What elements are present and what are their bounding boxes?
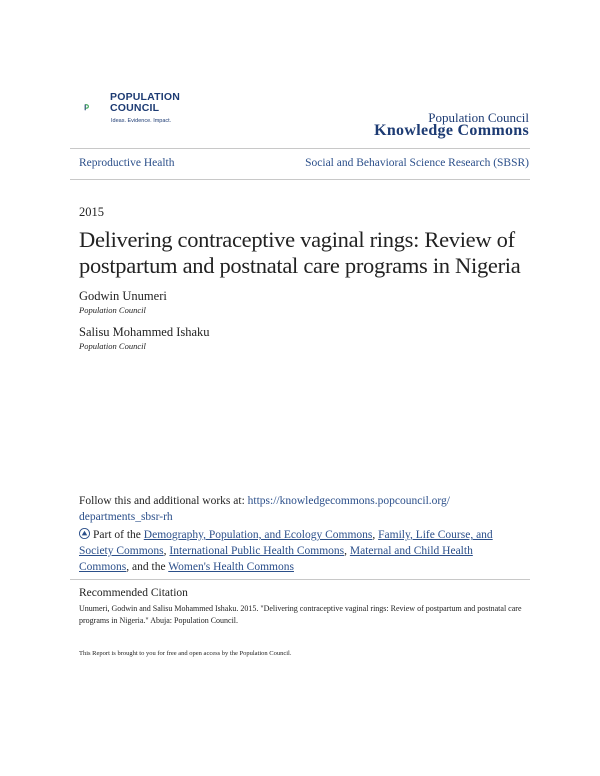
follow-works-line bbox=[79, 493, 499, 525]
population-council-logo-mark bbox=[84, 90, 108, 126]
logo-tagline: Ideas. Evidence. Impact. bbox=[111, 118, 172, 124]
citation-divider bbox=[70, 579, 530, 580]
follow-prefix: Follow this and additional works at: bbox=[79, 495, 248, 507]
collection-link-sbsr[interactable]: Social and Behavioral Science Research (SBSR) bbox=[305, 157, 529, 169]
logo-wordmark-line2: COUNCIL bbox=[110, 102, 160, 114]
author-affiliation: Population Council bbox=[79, 341, 146, 351]
commons-link-womens-health[interactable]: Women's Health Commons bbox=[168, 561, 294, 573]
commons-link-international-public-health[interactable]: International Public Health Commons bbox=[169, 545, 345, 557]
collection-url-link[interactable]: https://knowledgecommons.popcouncil.org/ departments_sbsr-rh bbox=[79, 495, 450, 523]
author-affiliation: Population Council bbox=[79, 305, 146, 315]
recommended-citation-text: Unumeri, Godwin and Salisu Mohammed Ishaku. 2015. "Delivering contraceptive vaginal rings: Review of postpartum and postnatal care programs in Nigeria." Abuja: Population Council. bbox=[79, 604, 522, 625]
network-recognition-icon bbox=[79, 528, 90, 539]
nav-divider bbox=[70, 179, 530, 180]
collection-link-reproductive-health[interactable]: Reproductive Health bbox=[79, 157, 175, 169]
part-of-prefix: Part of the bbox=[93, 529, 144, 541]
repository-org-link[interactable]: Population Council bbox=[428, 110, 529, 125]
author-name[interactable]: Salisu Mohammed Ishaku bbox=[79, 325, 210, 339]
author-name[interactable]: Godwin Unumeri bbox=[79, 289, 167, 303]
part-of-commons: Part of the Demography, Population, and Ecology Commons, Family, Life Course, and Society Commons, International Public Health Commons, Maternal and Child Health Commons, and the Women's Health Commons bbox=[79, 529, 493, 573]
commons-link-family[interactable]: Family, Life Course, and Society Commons bbox=[79, 529, 493, 557]
recommended-citation-heading: Recommended Citation bbox=[79, 587, 188, 599]
commons-link-demography[interactable]: Demography, Population, and Ecology Commons bbox=[143, 529, 373, 541]
publication-year: 2015 bbox=[79, 205, 104, 219]
commons-link-maternal-child-health[interactable]: Maternal and Child Health Commons bbox=[79, 545, 473, 573]
header-divider bbox=[70, 148, 530, 149]
repository-name-link[interactable]: Knowledge Commons bbox=[374, 122, 529, 139]
open-access-note: This Report is brought to you for free and open access by the Population Council. bbox=[79, 650, 292, 657]
logo-wordmark-line1: POPULATION bbox=[110, 91, 181, 103]
document-title: Delivering contraceptive vaginal rings: Review of postpartum and postnatal care programs in Nigeria bbox=[79, 227, 521, 278]
